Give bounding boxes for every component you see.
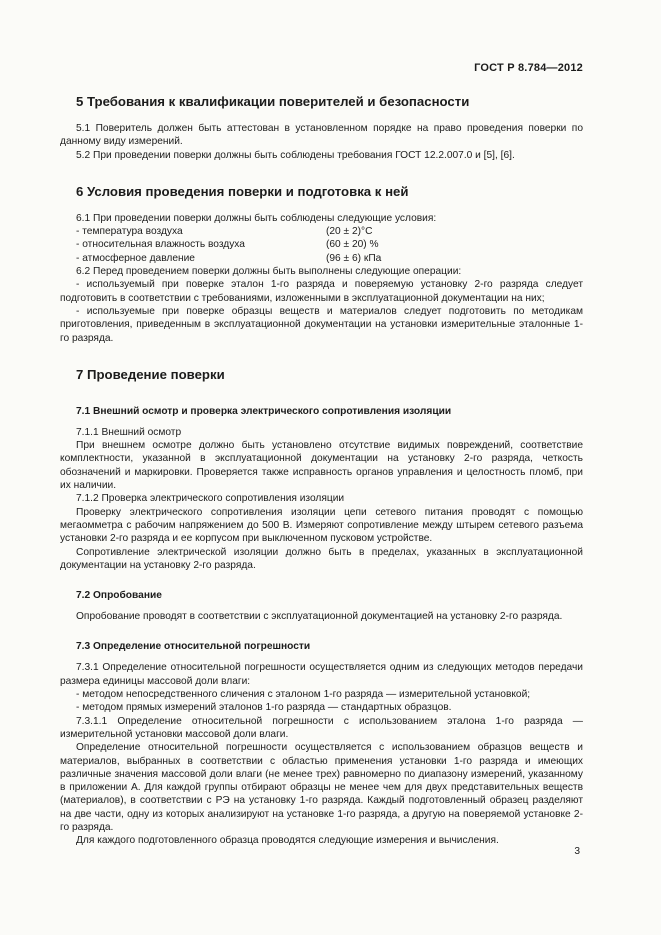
paragraph-7-1-2-text-2: Сопротивление электрической изоляции должно быть в пределах, указанных в эксплуатационной документации на установку 2-го разряда. — [60, 546, 583, 571]
subsection-7-2-title: 7.2 Опробование — [76, 590, 162, 602]
paragraph-7-2-text: Опробование проводят в соответствии с эксплуатационной документацией на установку 2-го разряда. — [76, 611, 563, 623]
condition-name: - относительная влажность воздуха — [76, 239, 245, 251]
paragraph-7-1-1: 7.1.1 Внешний осмотр — [76, 426, 182, 438]
paragraph-6-2-item-1: - используемый при поверке эталон 1-го разряда и поверяемую установку 2-го разряда следует подготовить в соответствии с требованиями, изложенными в эксплуатационной документации на них; — [60, 279, 583, 304]
section-7-title: 7 Проведение поверки — [76, 366, 225, 382]
condition-pressure — [60, 252, 583, 265]
paragraph-7-3-1-1-text: Определение относительной погрешности осуществляется с использованием образцов веществ и материалов, выбранных в соответствии с областью применения установки 1-го разряда и имеющих различные значения массовой доли влаги (не менее трех) равномерно по диапазону измерений, указанному в приложении А. Для каждой группы отбирают образцы не менее чем для двух представительных веществ (материалов), в соответствии с РЭ на установку 1-го разряда. Каждый подготовленный образец разделяют на две части, одну из которых анализируют на установке 1-го разряда, а другую на поверяемой установке 2-го разряда. — [60, 742, 583, 833]
paragraph-6-2: 6.2 Перед проведением поверки должны быть выполнены следующие операции: — [76, 266, 462, 278]
condition-value: (60 ± 20) % — [326, 239, 379, 251]
page-number: 3 — [574, 846, 580, 857]
condition-temperature — [60, 225, 583, 238]
paragraph-5-1: 5.1 Поверитель должен быть аттестован в установленном порядке на право проведения поверки по данному виду измерений. — [60, 123, 583, 148]
condition-name: - температура воздуха — [76, 226, 183, 238]
page-content — [60, 94, 583, 848]
paragraph-7-1-2-text-1: Проверку электрического сопротивления изоляции цепи сетевого питания проводят с помощью мегаомметра с рабочим напряжением до 500 В. Измеряют сопротивление между штырем сетевого разъема установки 2-го разряда и ее корпусом при выключенном пусковом устройстве. — [60, 506, 583, 545]
paragraph-6-2-item-2: - используемые при поверке образцы веществ и материалов следует подготовить по методикам приготовления, приведенным в эксплуатационной документации на установки измерительные эталонные 1-го разряда. — [60, 305, 583, 344]
paragraph-7-3-1-method-2: - методом прямых измерений эталонов 1-го разряда — стандартных образцов. — [76, 702, 452, 714]
section-6-title: 6 Условия проведения поверки и подготовка к ней — [76, 183, 409, 199]
paragraph-5-2: 5.2 При проведении поверки должны быть соблюдены требования ГОСТ 12.2.007.0 и [5], [6]. — [76, 149, 515, 161]
paragraph-6-1: 6.1 При проведении поверки должны быть соблюдены следующие условия: — [76, 212, 437, 224]
condition-humidity — [60, 238, 583, 251]
subsection-7-1-title: 7.1 Внешний осмотр и проверка электрического сопротивления изоляции — [76, 405, 452, 417]
paragraph-7-3-1-1-text-2: Для каждого подготовленного образца проводятся следующие измерения и вычисления. — [76, 835, 499, 847]
paragraph-7-3-1-1: 7.3.1.1 Определение относительной погрешности с использованием эталона 1-го разряда — измерительной установки массовой доли влаги. — [60, 715, 583, 740]
paragraph-7-3-1: 7.3.1 Определение относительной погрешности осуществляется одним из следующих методов передачи размера единицы массовой доли влаги: — [60, 662, 583, 687]
section-5-title: 5 Требования к квалификации поверителей и безопасности — [76, 94, 470, 109]
condition-name: - атмосферное давление — [76, 252, 195, 264]
condition-value: (20 ± 2)°С — [326, 226, 373, 238]
condition-value: (96 ± 6) кПа — [326, 252, 382, 264]
paragraph-7-3-1-method-1: - методом непосредственного сличения с эталоном 1-го разряда — измерительной установкой; — [76, 689, 531, 701]
subsection-7-3-title: 7.3 Определение относительной погрешности — [76, 641, 311, 653]
paragraph-7-1-1-text: При внешнем осмотре должно быть установлено отсутствие видимых повреждений, соответствие комплектности, указанной в эксплуатационной документации на установку 2-го разряда, четкость обозначений и маркировки. Проверяется также исправность органов управления и целостность пломб, при их наличии. — [60, 440, 583, 492]
paragraph-7-1-2: 7.1.2 Проверка электрического сопротивления изоляции — [76, 493, 345, 505]
document-code: ГОСТ Р 8.784—2012 — [474, 62, 583, 74]
